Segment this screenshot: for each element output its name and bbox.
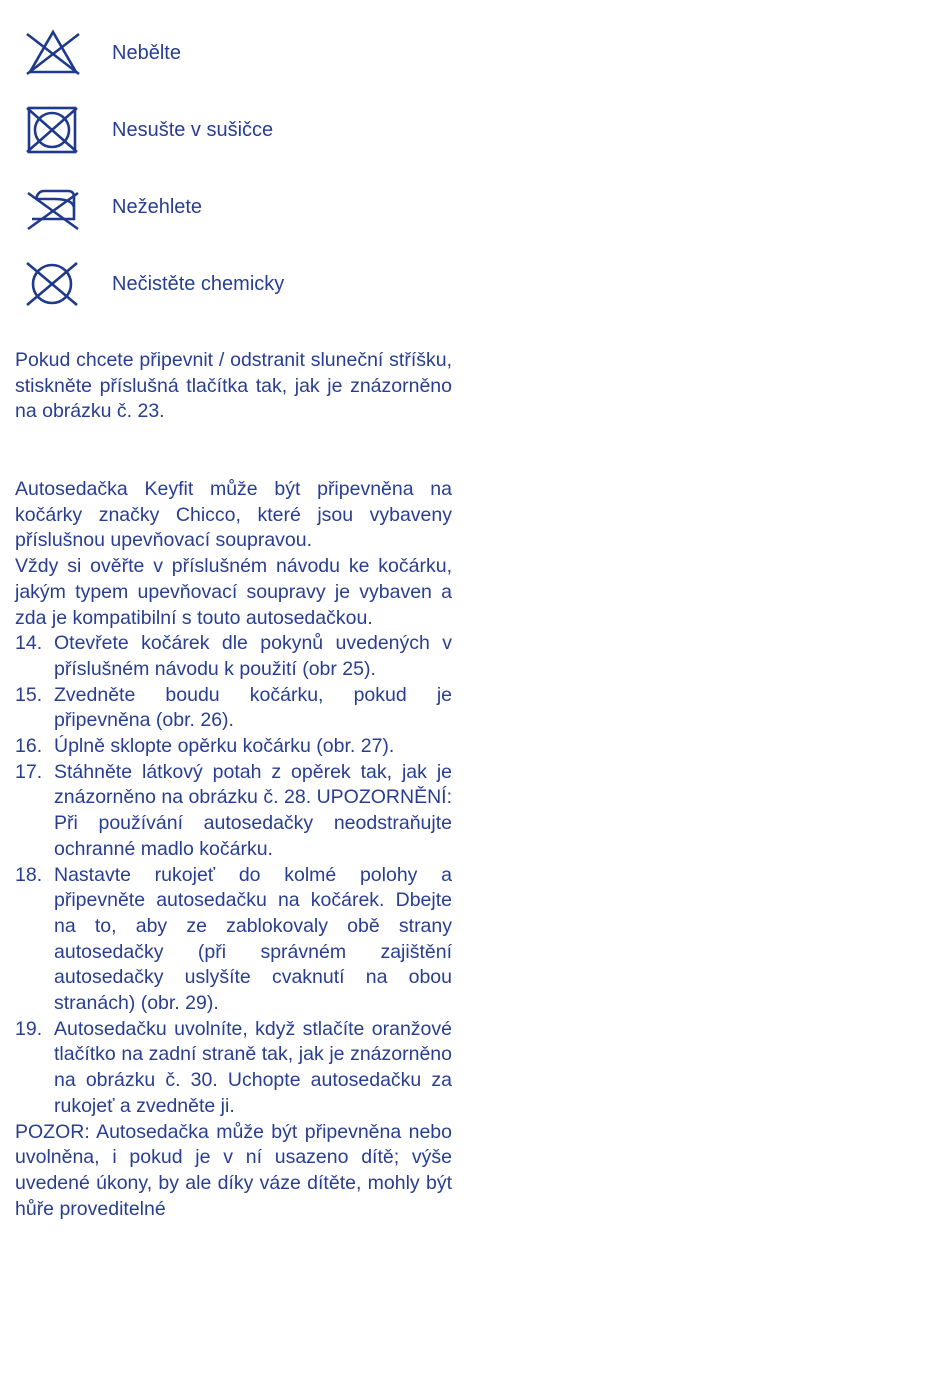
- care-row-no-tumble-dry: [0, 106, 460, 166]
- no-iron-icon: [24, 183, 82, 231]
- sunshade-paragraph: Pokud chcete připevnit / odstranit sluneční stříšku, stiskněte příslušná tlačítka tak, jak je znázorněno na obrázku č. 23.: [15, 349, 452, 423]
- list-item: [15, 734, 452, 760]
- step-text: Úplně sklopte opěrku kočárku (obr. 27).: [54, 735, 395, 758]
- step-number: 15.: [15, 683, 43, 706]
- list-item: [15, 683, 452, 734]
- warning-paragraph: POZOR: Autosedačka může být připevněna nebo uvolněna, i pokud je v ní usazeno dítě; výše uvedené úkony, by ale díky váze dítěte, mohly být hůře proveditelné: [15, 1120, 452, 1220]
- step-text: Autosedačku uvolníte, když stlačíte oranžové tlačítko na zadní straně tak, jak je znázorněno na obrázku č. 30. Uchopte autosedačku za rukojeť a zvedněte ji.: [54, 1017, 452, 1117]
- no-bleach-label: Nebělte: [112, 42, 181, 64]
- intro-paragraph: Autosedačka Keyfit může být připevněna na kočárky značky Chicco, které jsou vybaveny příslušnou upevňovací soupravou.: [15, 478, 452, 552]
- step-number: 14.: [15, 632, 43, 655]
- step-number: 17.: [15, 760, 43, 783]
- care-row-no-iron: [0, 183, 460, 243]
- care-row-no-dry-clean: [0, 260, 460, 320]
- no-dry-clean-label: Nečistěte chemicky: [112, 273, 285, 295]
- list-item: [15, 631, 452, 682]
- check-paragraph: Vždy si ověřte v příslušném návodu ke kočárku, jakým typem upevňovací soupravy je vybaven a zda je kompatibilní s touto autosedačkou.: [15, 555, 452, 629]
- step-text: Otevřete kočárek dle pokynů uvedených v příslušném návodu k použití (obr 25).: [54, 632, 452, 680]
- list-item: [15, 1017, 452, 1120]
- no-bleach-icon: [24, 29, 82, 77]
- no-dry-clean-icon: [24, 260, 82, 308]
- step-text: Zvedněte boudu kočárku, pokud je připevněna (obr. 26).: [54, 683, 452, 732]
- no-tumble-dry-label: Nesušte v sušičce: [112, 119, 274, 141]
- list-item: [15, 760, 452, 863]
- no-iron-label: Nežehlete: [112, 196, 203, 218]
- step-number: 19.: [15, 1017, 43, 1040]
- step-number: 18.: [15, 863, 43, 886]
- step-number: 16.: [15, 735, 43, 758]
- step-text: Nastavte rukojeť do kolmé polohy a připevněte autosedačku na kočárek. Dbejte na to, aby ze zablokovaly obě strany autosedačky (při správném zajištění autosedačky uslyšíte cvaknutí na obou stranách) (obr. 29).: [54, 863, 452, 1015]
- step-text: Stáhněte látkový potah z opěrek tak, jak je znázorněno na obrázku č. 28. UPOZORNĚNÍ: Při používání autosedačky neodstraňujte ochranné madlo kočárku.: [54, 760, 452, 860]
- list-item: [15, 863, 452, 1017]
- care-row-no-bleach: [0, 29, 460, 89]
- no-tumble-dry-icon: [24, 106, 82, 154]
- stroller-section: [15, 477, 452, 1222]
